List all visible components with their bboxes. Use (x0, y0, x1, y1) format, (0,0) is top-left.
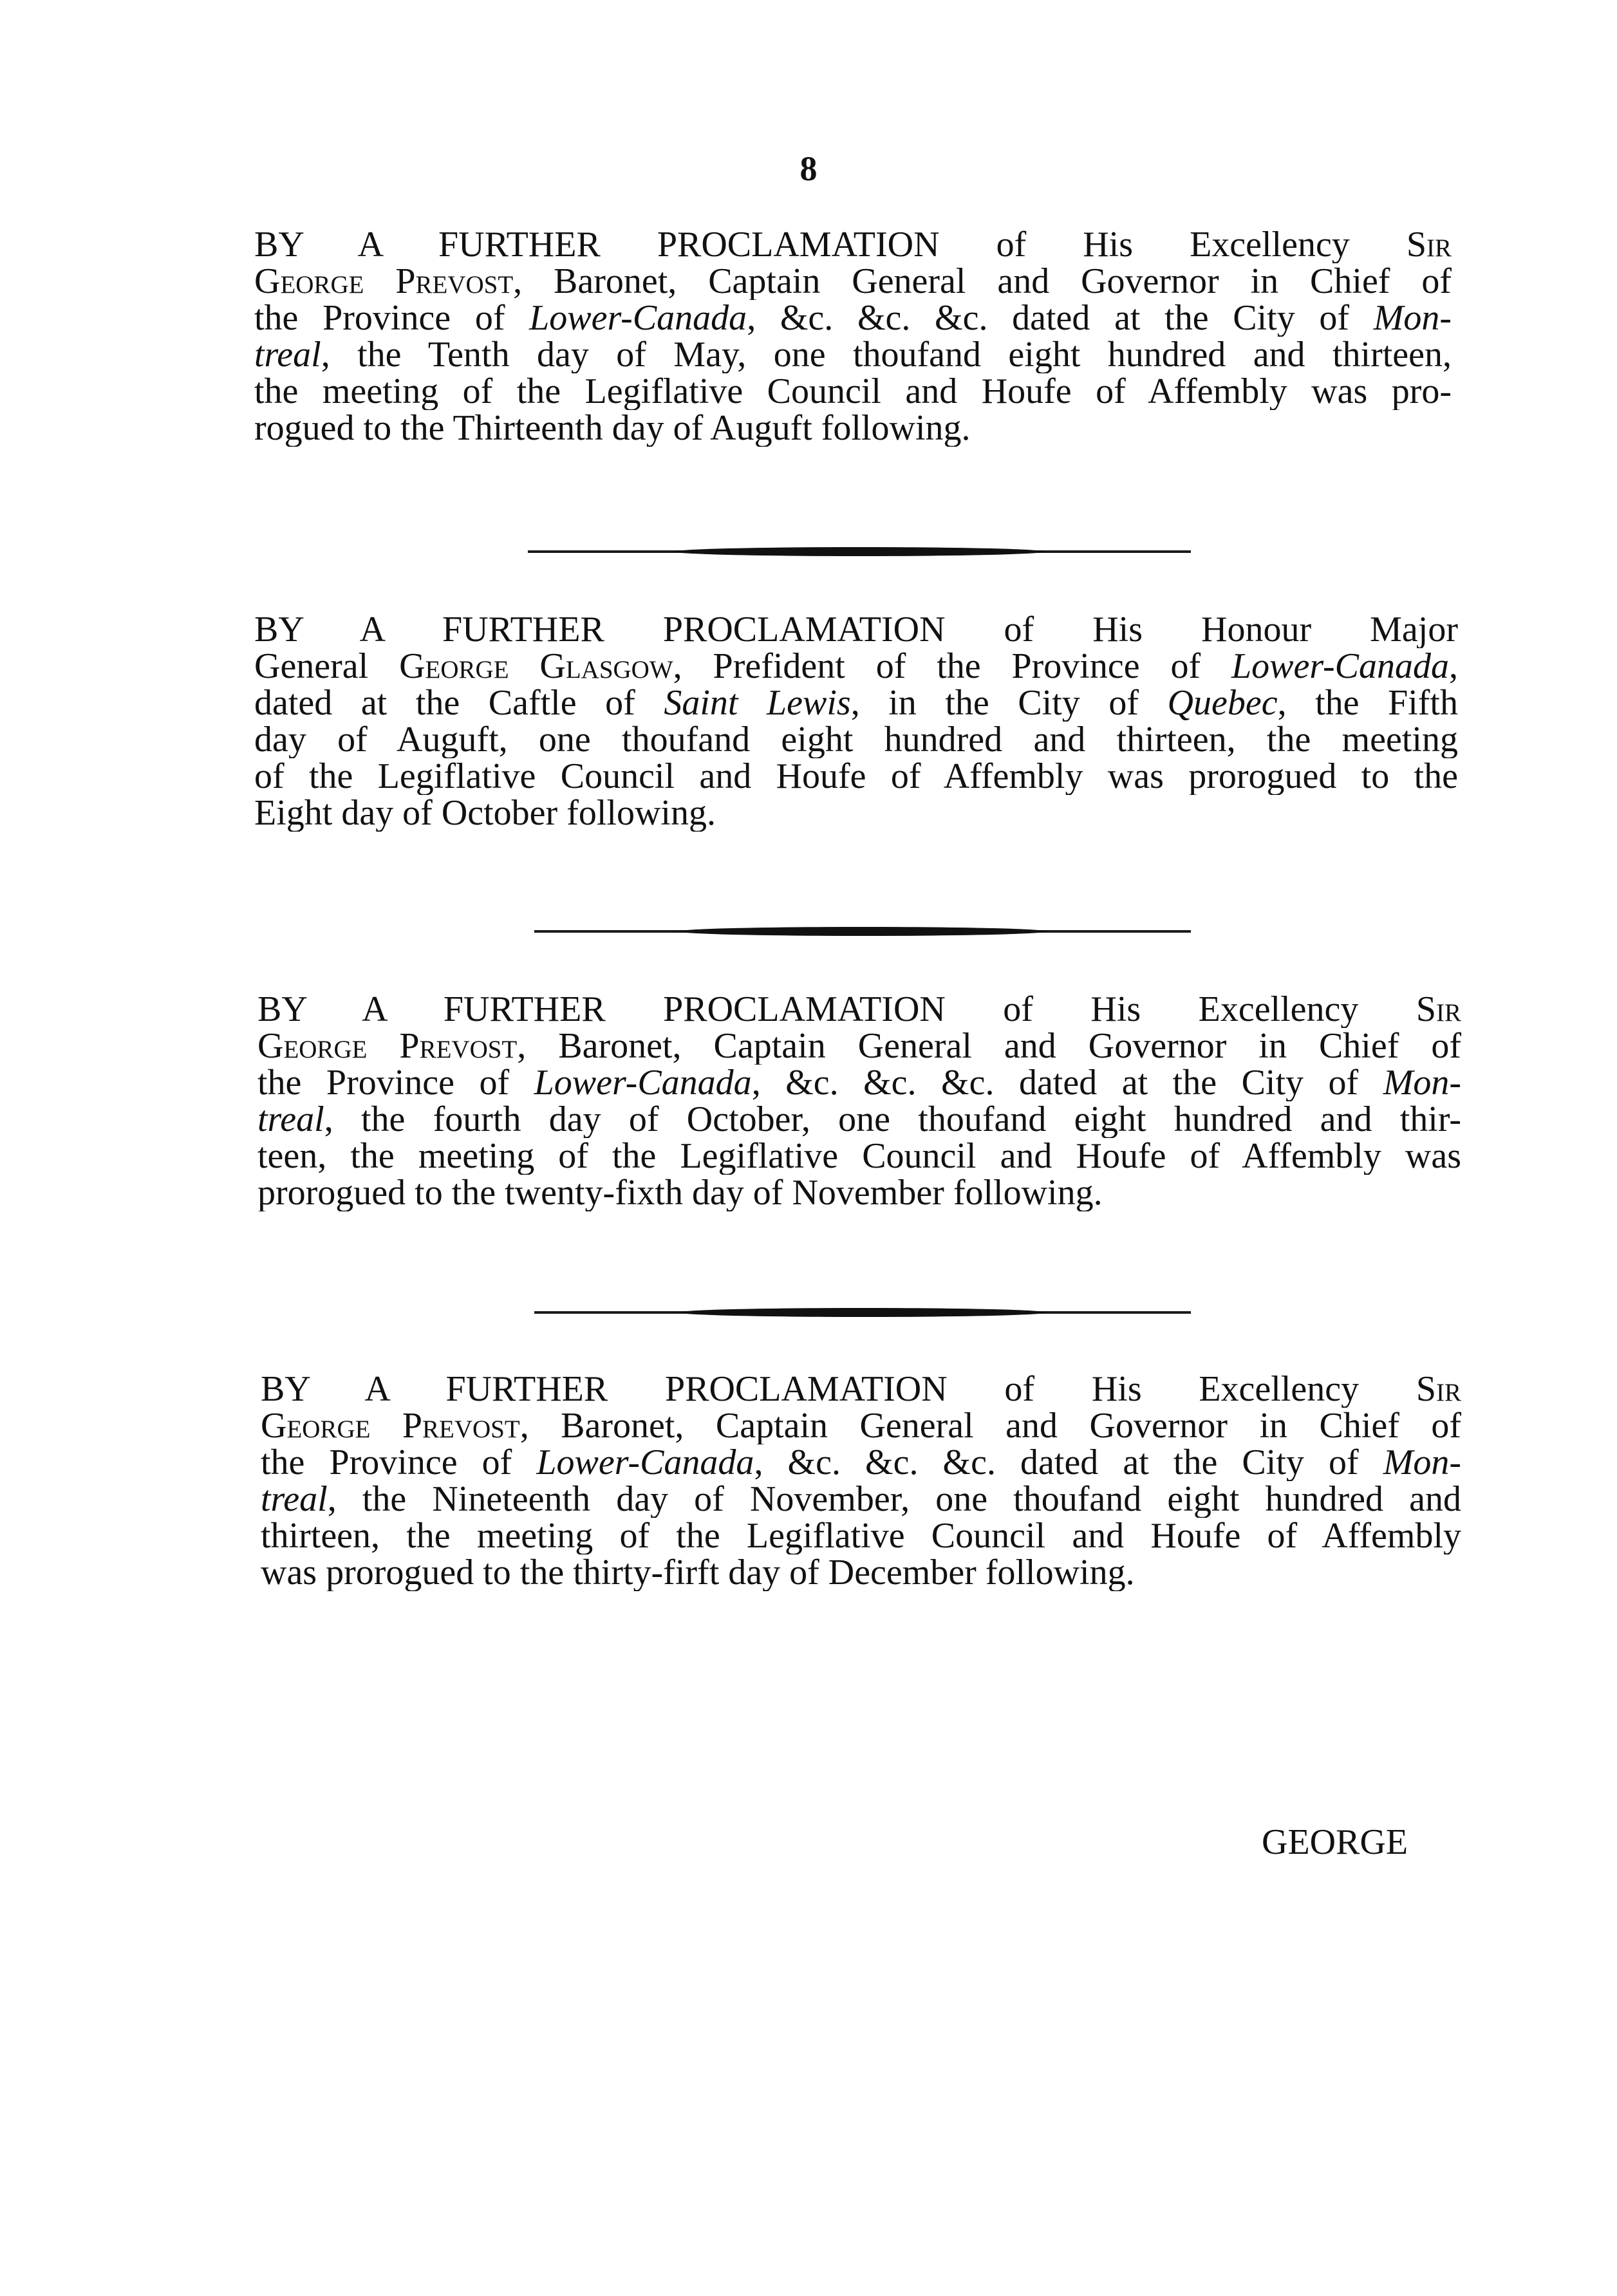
text-line (257, 1028, 1461, 1065)
proclamation-4 (261, 1371, 1461, 1591)
small-caps-name: George Prevost (261, 1408, 520, 1444)
text-line (254, 611, 1458, 648)
text-run: , (1449, 648, 1458, 685)
text-run: the meeting of the Legiflative Council and Houfe of Affembly was pro- (254, 373, 1452, 410)
text-run: Eight day of October following. (254, 795, 716, 832)
text-run: the Province of (261, 1444, 537, 1481)
text-run: BY A FURTHER PROCLAMATION of His Honour Major (254, 611, 1458, 648)
italic-place-name: Mon- (1373, 300, 1452, 337)
text-line (261, 1408, 1461, 1444)
text-run: day of Auguft, one thoufand eight hundred and thirteen, the meeting (254, 722, 1458, 758)
proclamation-1 (254, 227, 1452, 447)
text-run: BY A FURTHER PROCLAMATION of His Excellency (261, 1371, 1416, 1408)
italic-place-name: treal (257, 1101, 324, 1138)
text-line (261, 1518, 1461, 1554)
small-caps-name: George Prevost (254, 263, 514, 300)
page-number: 8 (799, 149, 818, 188)
text-line (254, 685, 1458, 722)
ornamental-rule (534, 1308, 1191, 1317)
text-line (257, 1101, 1461, 1138)
text-run: , the Tenth day of May, one thoufand eight hundred and thirteen, (321, 337, 1452, 373)
text-run: , Baronet, Captain General and Governor in Chief of (513, 263, 1452, 300)
text-line (254, 300, 1452, 337)
text-line (254, 227, 1452, 263)
text-line (254, 795, 1458, 832)
text-run: , the fourth day of October, one thoufand eight hundred and thir- (324, 1101, 1461, 1138)
text-line (261, 1371, 1461, 1408)
small-caps-name: Sir (1416, 1371, 1461, 1408)
text-line (257, 1065, 1461, 1101)
text-run: , in the City of (850, 685, 1168, 722)
ornamental-rule (528, 547, 1191, 556)
text-line (254, 758, 1458, 795)
text-run: dated at the Caftle of (254, 685, 664, 722)
small-caps-name: George Prevost (257, 1028, 518, 1065)
text-run: rogued to the Thirteenth day of Auguft following. (254, 410, 971, 447)
italic-place-name: Quebec (1167, 685, 1278, 722)
text-line (257, 1175, 1461, 1211)
text-run: thirteen, the meeting of the Legiflative Council and Houfe of Affembly (261, 1518, 1461, 1554)
text-run: , the Fifth (1277, 685, 1458, 722)
text-line (254, 410, 1452, 447)
text-run: General (254, 648, 400, 685)
text-run: of the Legiflative Council and Houfe of Affembly was prorogued to the (254, 758, 1458, 795)
text-run: BY A FURTHER PROCLAMATION of His Excellency (254, 227, 1407, 263)
text-line (257, 991, 1461, 1028)
small-caps-name: Sir (1416, 991, 1461, 1028)
text-line (261, 1481, 1461, 1518)
text-line (261, 1554, 1461, 1591)
italic-place-name: Lower-Canada (1231, 648, 1450, 685)
text-run: , the Nineteenth day of November, one thoufand eight hundred and (327, 1481, 1461, 1518)
italic-place-name: Lower-Canada (534, 1065, 752, 1101)
italic-place-name: Lower-Canada (536, 1444, 754, 1481)
text-line (254, 263, 1452, 300)
catchword: GEORGE (1262, 1822, 1408, 1862)
italic-place-name: Lower-Canada (529, 300, 747, 337)
text-run: the Province of (257, 1065, 534, 1101)
text-run: was prorogued to the thirty-firft day of December following. (261, 1554, 1135, 1591)
text-run: the Province of (254, 300, 530, 337)
small-caps-name: George Glasgow (399, 648, 673, 685)
text-run: , Prefident of the Province of (673, 648, 1231, 685)
proclamation-2 (254, 611, 1458, 832)
text-line (254, 648, 1458, 685)
text-line (254, 337, 1452, 373)
italic-place-name: treal (254, 337, 321, 373)
italic-place-name: Mon- (1383, 1444, 1461, 1481)
text-line (257, 1138, 1461, 1175)
small-caps-name: Sir (1406, 227, 1452, 263)
text-run: , Baronet, Captain General and Governor in Chief of (517, 1028, 1461, 1065)
italic-place-name: Saint Lewis (664, 685, 851, 722)
proclamation-3 (257, 991, 1461, 1211)
text-run: prorogued to the twenty-fixth day of November following. (257, 1175, 1103, 1211)
text-run: , &c. &c. &c. dated at the City of (751, 1065, 1383, 1101)
italic-place-name: treal (261, 1481, 328, 1518)
text-line (261, 1444, 1461, 1481)
text-line (254, 373, 1452, 410)
italic-place-name: Mon- (1383, 1065, 1461, 1101)
text-run: , Baronet, Captain General and Governor in Chief of (519, 1408, 1461, 1444)
text-run: teen, the meeting of the Legiflative Council and Houfe of Affembly was (257, 1138, 1461, 1175)
text-run: BY A FURTHER PROCLAMATION of His Excellency (257, 991, 1416, 1028)
text-line (254, 722, 1458, 758)
text-run: , &c. &c. &c. dated at the City of (747, 300, 1374, 337)
text-run: , &c. &c. &c. dated at the City of (754, 1444, 1383, 1481)
ornamental-rule (534, 927, 1191, 936)
